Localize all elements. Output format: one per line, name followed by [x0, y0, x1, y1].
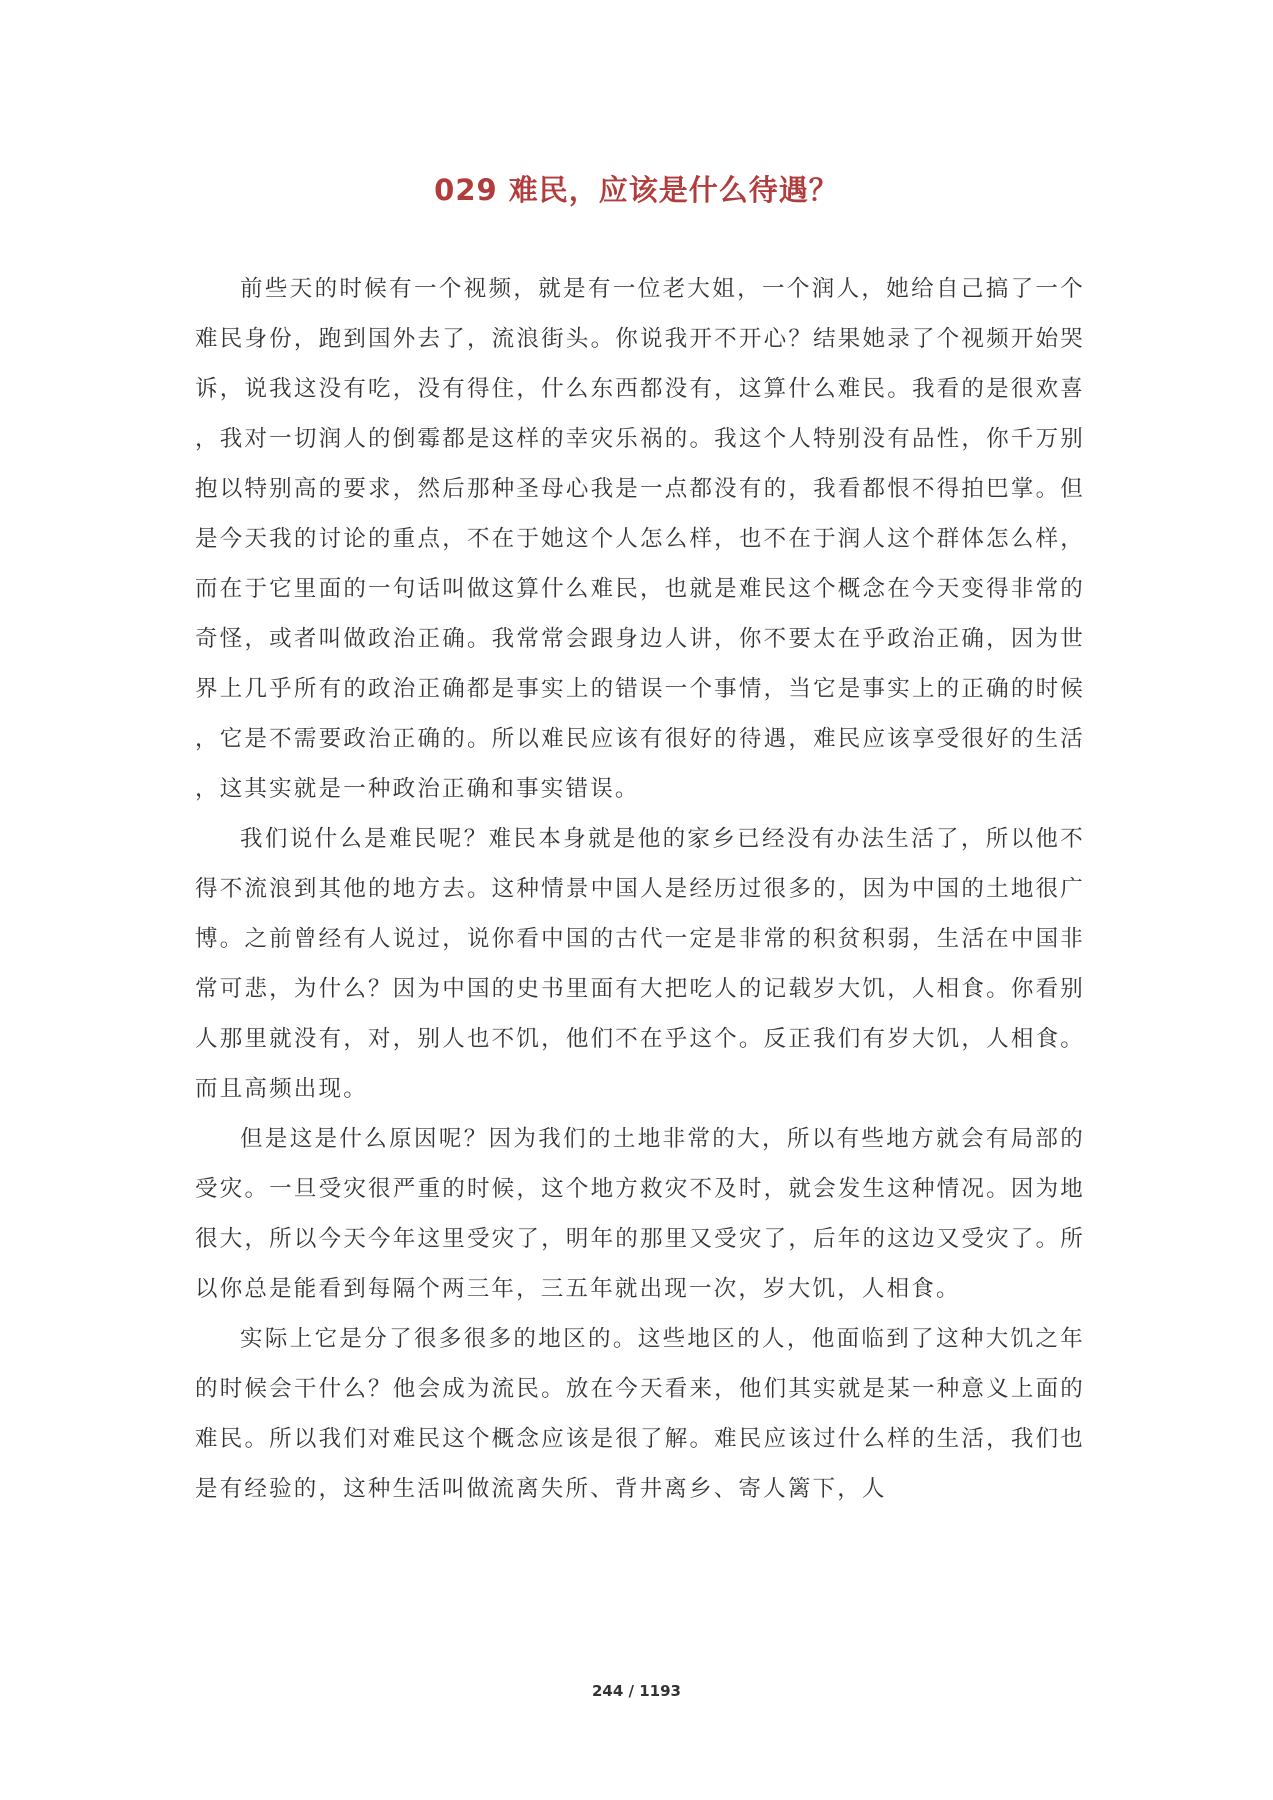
article-body	[195, 264, 1085, 1514]
paragraph: 我们说什么是难民呢？难民本身就是他的家乡已经没有办法生活了，所以他不得不流浪到其他的地方去。这种情景中国人是经历过很多的，因为中国的土地很广博。之前曾经有人说过，说你看中国的古代一定是非常的积贫积弱，生活在中国非常可悲，为什么？因为中国的史书里面有大把吃人的记载岁大饥，人相食。你看别人那里就没有，对，别人也不饥，他们不在乎这个。反正我们有岁大饥，人相食。而且高频出现。	[195, 826, 1085, 1102]
page-title: 029 难民，应该是什么待遇？	[434, 173, 839, 207]
paragraph: 实际上它是分了很多很多的地区的。这些地区的人，他面临到了这种大饥之年的时候会干什么？他会成为流民。放在今天看来，他们其实就是某一种意义上面的难民。所以我们对难民这个概念应该是很了解。难民应该过什么样的生活，我们也是有经验的，这种生活叫做流离失所、背井离乡、寄人篱下，人	[195, 1326, 1085, 1502]
paragraph: 前些天的时候有一个视频，就是有一位老大姐，一个润人，她给自己搞了一个难民身份，跑到国外去了，流浪街头。你说我开不开心？结果她录了个视频开始哭诉，说我这没有吃，没有得住，什么东西都没有，这算什么难民。我看的是很欢喜，我对一切润人的倒霉都是这样的幸灾乐祸的。我这个人特别没有品性，你千万别抱以特别高的要求，然后那种圣母心我是一点都没有的，我看都恨不得拍巴掌。但是今天我的讨论的重点，不在于她这个人怎么样，也不在于润人这个群体怎么样，而在于它里面的一句话叫做这算什么难民，也就是难民这个概念在今天变得非常的奇怪，或者叫做政治正确。我常常会跟身边人讲，你不要太在乎政治正确，因为世界上几乎所有的政治正确都是事实上的错误一个事情，当它是事实上的正确的时候，它是不需要政治正确的。所以难民应该有很好的待遇，难民应该享受很好的生活，这其实就是一种政治正确和事实错误。	[195, 276, 1085, 802]
page-number: 244 / 1193	[592, 1682, 681, 1700]
paragraph: 但是这是什么原因呢？因为我们的土地非常的大，所以有些地方就会有局部的受灾。一旦受灾很严重的时候，这个地方救灾不及时，就会发生这种情况。因为地很大，所以今天今年这里受灾了，明年的那里又受灾了，后年的这边又受灾了。所以你总是能看到每隔个两三年，三五年就出现一次，岁大饥，人相食。	[195, 1126, 1085, 1302]
